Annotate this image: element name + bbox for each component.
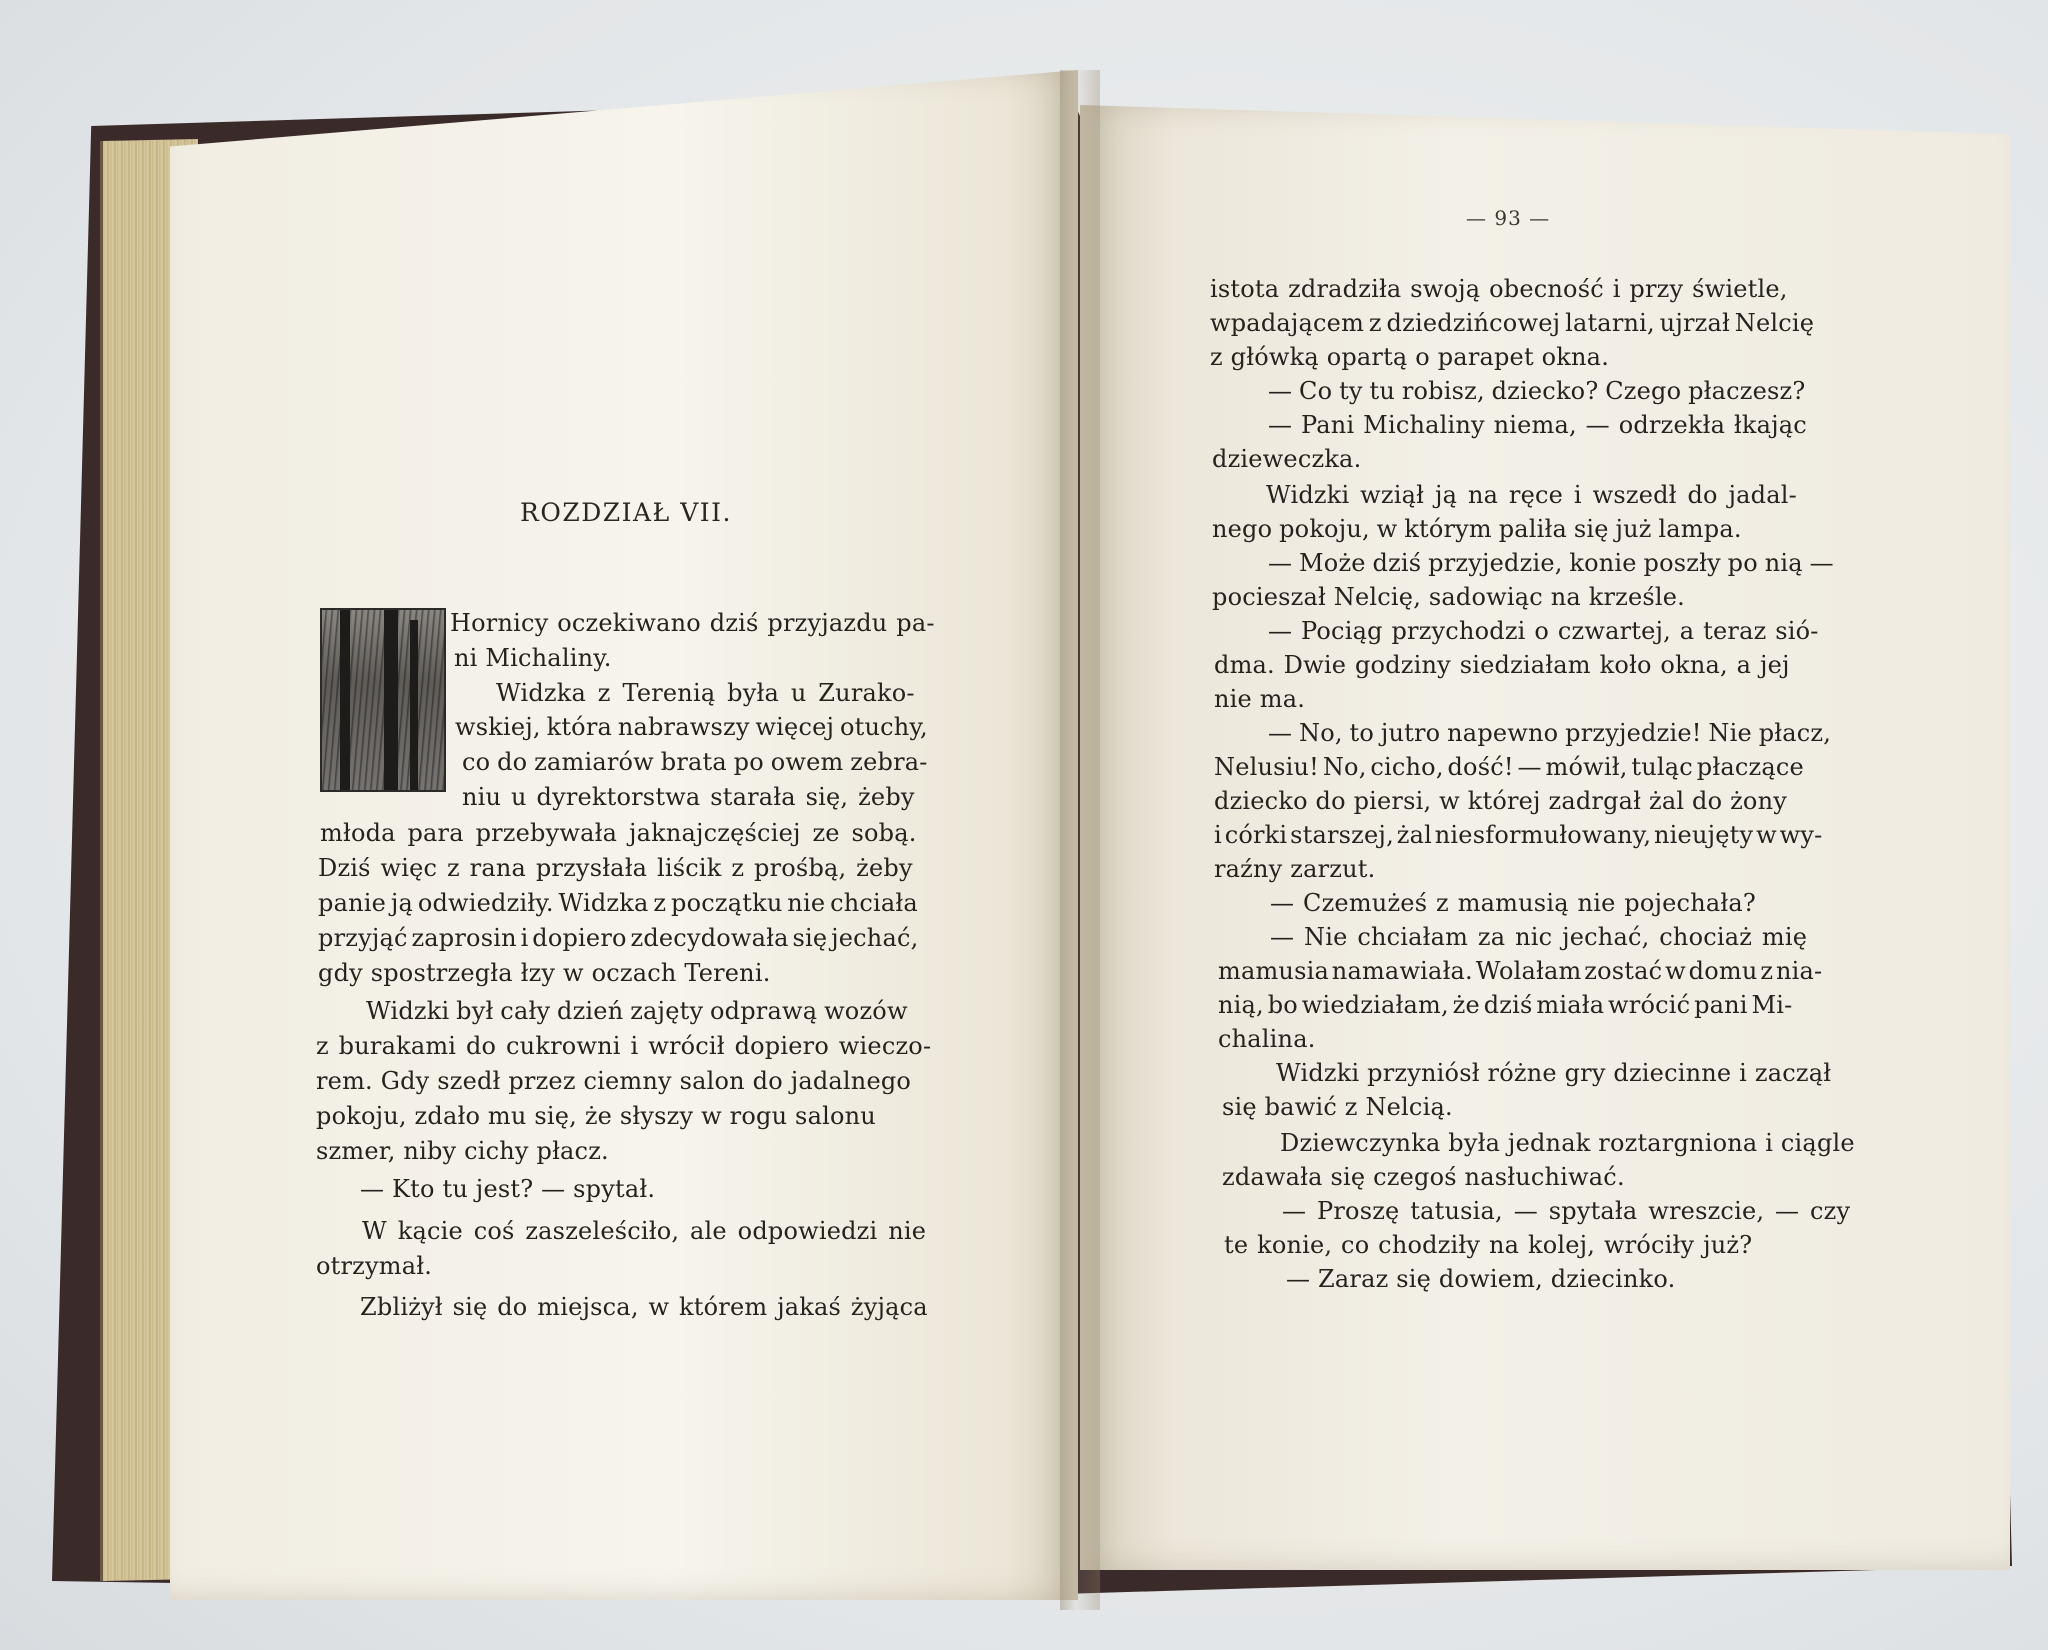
right-line: Widzki przyniósł różne gry dziecinne i zaczął: [1276, 1059, 1832, 1087]
left-line: Zbliżył się do miejsca, w którem jakaś żyjąca: [360, 1293, 928, 1321]
page-number: — 93 —: [1466, 206, 1551, 230]
right-line: dzieweczka.: [1212, 445, 1362, 473]
left-line: rem. Gdy szedł przez ciemny salon do jadalnego: [316, 1067, 912, 1095]
right-line: mamusia namawiała. Wolałam zostać w domu z nia-: [1218, 957, 1823, 985]
book-gutter: [1060, 70, 1100, 1610]
right-line: i córki starszej, żal niesformułowany, nieujęty w wy-: [1214, 821, 1823, 849]
left-line: niu u dyrektorstwa starała się, żeby: [462, 783, 915, 811]
right-line: dma. Dwie godziny siedziałam koło okna, a jej: [1214, 651, 1790, 679]
left-line: Hornicy oczekiwano dziś przyjazdu pa-: [450, 609, 935, 637]
right-line: zdawała się czegoś nasłuchiwać.: [1222, 1163, 1625, 1191]
right-line: raźny zarzut.: [1214, 855, 1376, 883]
right-line: wpadającem z dziedzińcowej latarni, ujrzał Nelcię: [1210, 309, 1815, 337]
right-line: — Zaraz się dowiem, dziecinko.: [1286, 1265, 1676, 1293]
right-line: z główką opartą o parapet okna.: [1210, 343, 1610, 371]
right-line: pocieszał Nelcię, sadowiąc na krześle.: [1212, 583, 1685, 611]
left-line: młoda para przebywała jaknajczęściej ze sobą.: [320, 819, 917, 847]
right-line: Dziewczynka była jednak roztargniona i ciągle: [1280, 1129, 1855, 1157]
left-line: gdy spostrzegła łzy w oczach Tereni.: [318, 959, 771, 987]
left-line: przyjąć zaprosin i dopiero zdecydowała się jechać,: [318, 924, 919, 952]
right-line: istota zdradziła swoją obecność i przy świetle,: [1210, 275, 1788, 303]
right-line: — Proszę tatusia, — spytała wreszcie, — czy: [1282, 1197, 1851, 1225]
right-line: dziecko do piersi, w której zadrgał żal do żony: [1214, 787, 1787, 815]
right-line: — No, to jutro napewno przyjedzie! Nie płacz,: [1268, 719, 1832, 747]
chapter-heading: ROZDZIAŁ VII.: [520, 498, 732, 527]
right-line: nego pokoju, w którym paliła się już lampa.: [1212, 515, 1742, 543]
right-line: — Pani Michaliny niema, — odrzekła łkając: [1268, 411, 1807, 439]
right-line: — Czemużeś z mamusią nie pojechała?: [1270, 889, 1756, 917]
right-line: Widzki wziął ją na ręce i wszedł do jadal-: [1266, 481, 1797, 509]
decorative-initial-illustration: [320, 608, 446, 792]
right-line: nie ma.: [1214, 685, 1306, 713]
left-line: — Kto tu jest? — spytał.: [360, 1175, 656, 1203]
right-line: — Może dziś przyjedzie, konie poszły po nią —: [1268, 549, 1834, 577]
left-line: Widzka z Terenią była u Zurako-: [496, 679, 915, 707]
left-line: pokoju, zdało mu się, że słyszy w rogu salonu: [316, 1102, 876, 1130]
left-line: W kącie coś zaszeleściło, ale odpowiedzi nie: [362, 1217, 927, 1245]
left-line: ni Michaliny.: [454, 644, 612, 672]
left-line: Widzki był cały dzień zajęty odprawą wozów: [366, 997, 908, 1025]
right-line: te konie, co chodziły na kolej, wróciły już?: [1224, 1231, 1753, 1259]
right-line: nią, bo wiedziałam, że dziś miała wrócić pani Mi-: [1218, 991, 1793, 1019]
right-line: — Nie chciałam za nic jechać, chociaż mię: [1270, 923, 1808, 951]
left-line: Dziś więc z rana przysłała liścik z prośbą, żeby: [318, 854, 913, 882]
right-line: — Pociąg przychodzi o czwartej, a teraz sió-: [1268, 617, 1819, 645]
right-line: Nelusiu! No, cicho, dość! — mówił, tuląc płaczące: [1214, 753, 1804, 781]
left-line: szmer, niby cichy płacz.: [316, 1137, 609, 1165]
right-line: — Co ty tu robisz, dziecko? Czego płaczesz?: [1268, 377, 1806, 405]
left-line: otrzymał.: [316, 1252, 433, 1280]
left-line: co do zamiarów brata po owem zebra-: [462, 748, 928, 776]
left-line: panie ją odwiedziły. Widzka z początku nie chciała: [318, 889, 918, 917]
left-line: wskiej, która nabrawszy więcej otuchy,: [455, 713, 928, 741]
left-line: z burakami do cukrowni i wrócił dopiero wieczo-: [316, 1032, 932, 1060]
right-line: chalina.: [1218, 1025, 1316, 1053]
right-line: się bawić z Nelcią.: [1222, 1093, 1453, 1121]
